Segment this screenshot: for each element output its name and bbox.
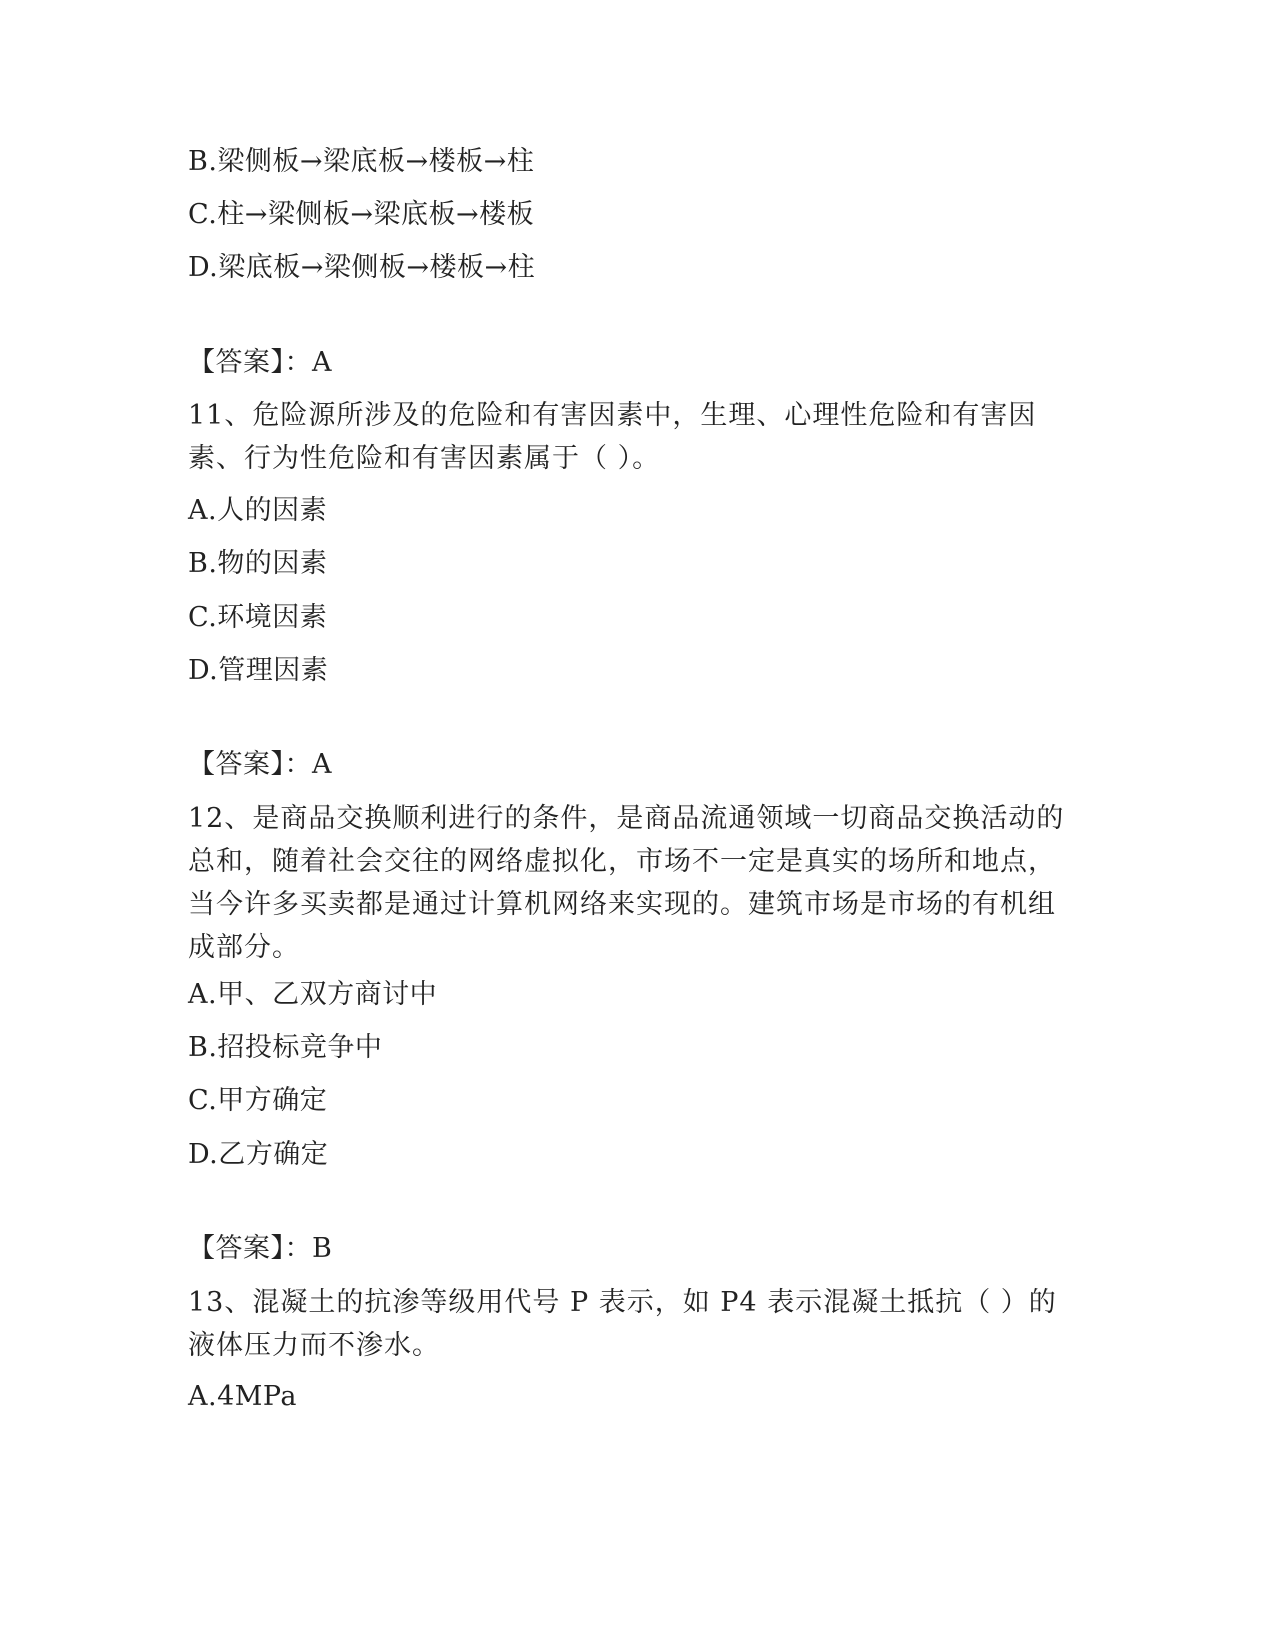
answer-label: 【答案】：A <box>188 749 332 780</box>
option-a: A.甲、乙双方商讨中 <box>188 979 438 1010</box>
answer-label: 【答案】：A <box>188 347 332 378</box>
answer-label: 【答案】：B <box>188 1233 333 1264</box>
option-b: B.物的因素 <box>188 548 328 579</box>
option-c: C.环境因素 <box>188 602 328 633</box>
option-a: A.人的因素 <box>188 495 328 526</box>
option-b: B.梁侧板→梁底板→楼板→柱 <box>188 146 535 177</box>
option-c: C.甲方确定 <box>188 1085 328 1116</box>
option-d: D.梁底板→梁侧板→楼板→柱 <box>188 252 536 283</box>
option-c: C.柱→梁侧板→梁底板→楼板 <box>188 199 535 230</box>
option-b: B.招投标竞争中 <box>188 1032 383 1063</box>
option-d: D.管理因素 <box>188 655 329 686</box>
question-stem: 13、混凝土的抗渗等级用代号 P 表示，如 P4 表示混凝土抵抗（ ）的液体压力而不渗水。 <box>188 1287 1057 1361</box>
question-stem: 11、危险源所涉及的危险和有害因素中，生理、心理性危险和有害因素、行为性危险和有害因素属于（ ）。 <box>188 400 1037 474</box>
option-d: D.乙方确定 <box>188 1139 329 1170</box>
question-stem: 12、是商品交换顺利进行的条件，是商品流通领域一切商品交换活动的总和，随着社会交往的网络虚拟化，市场不一定是真实的场所和地点，当今许多买卖都是通过计算机网络来实现的。建筑市场是市场的有机组成部分。 <box>188 803 1065 963</box>
option-a: A.4MPa <box>188 1381 297 1412</box>
